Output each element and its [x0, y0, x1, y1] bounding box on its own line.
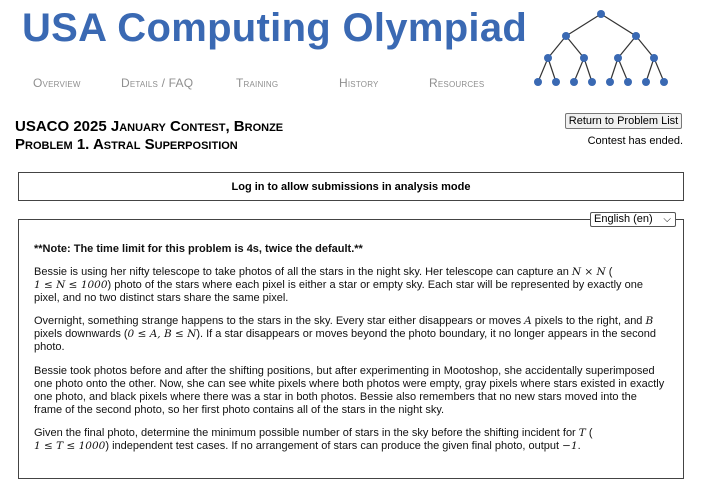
contest-status: Contest has ended. [587, 135, 683, 147]
site-title: USA Computing Olympiad [22, 6, 528, 50]
p4-text-a: Given the final photo, determine the minimum possible number of stars in the sky before the shifting incident for [34, 427, 579, 439]
main-nav [0, 76, 520, 92]
chevron-down-icon: ⌵ [663, 214, 671, 225]
p1-text-c: ) photo of the stars where each pixel is either a star or empty sky. Each star will be represented by exactly one pixel, and no two distinct stars share the same pixel. [34, 279, 643, 304]
p2-math-a: A [524, 315, 532, 327]
nav-training[interactable]: Training [236, 76, 279, 90]
p2-math-range: 0 ≤ A, B ≤ N [127, 328, 197, 340]
p4-text-d: . [577, 440, 581, 452]
nav-details-faq[interactable]: Details / FAQ [121, 76, 194, 90]
p2-text-b: pixels to the right, and [531, 315, 646, 327]
contest-title: USACO 2025 January Contest, Bronze [15, 118, 284, 135]
login-notice-text: Log in to allow submissions in analysis mode [231, 181, 471, 193]
p4-text-c: ) independent test cases. If no arrangement of stars can produce the given final photo, output [105, 440, 563, 452]
p1-text-a: Bessie is using her nifty telescope to take photos of all the stars in the night sky. Her telescope can capture an [34, 266, 572, 278]
tree-logo-icon [526, 4, 676, 92]
nav-resources[interactable]: Resources [429, 76, 485, 90]
language-selected-value: English (en) [594, 213, 653, 225]
p2-text-d: ). If a star disappears or moves beyond the photo boundary, it no longer appears in the second photo. [34, 328, 656, 353]
p1-math-range: 1 ≤ N ≤ 1000 [34, 279, 108, 291]
p2-math-b: B [645, 315, 654, 327]
statement-paragraph-2 [34, 315, 666, 354]
p4-math-range: 1 ≤ T ≤ 1000 [34, 440, 106, 452]
p1-text-b: ( [605, 266, 613, 278]
nav-overview[interactable]: Overview [33, 76, 81, 90]
p4-math-t: T [578, 427, 586, 439]
problem-title: Problem 1. Astral Superposition [15, 136, 238, 153]
statement-paragraph-3: Bessie took photos before and after the shifting positions, but after experimenting in Mootoshop, she accidentally superimposed one photo onto the other. Now, she can see white pixels where both photos were empty, gray pixels where stars existed in exactly one photo, and black pixels where there was a star in both photos. Bessie also remembers that no new stars moved into the frame of the second photo, so her first photo contains all of the stars in the night sky. [34, 365, 665, 416]
p4-text-b: ( [585, 427, 593, 439]
language-select[interactable] [590, 212, 676, 227]
p2-text-c: pixels downwards ( [34, 328, 128, 340]
statement-paragraph-4 [34, 427, 666, 453]
p2-text-a: Overnight, something strange happens to the stars in the sky. Every star either disappears or moves [34, 315, 525, 327]
nav-history[interactable]: History [339, 76, 379, 90]
statement-paragraph-1 [34, 266, 666, 305]
p4-math-neg-one: −1 [562, 440, 578, 452]
login-notice [18, 172, 684, 201]
p1-math-nxn: N × N [571, 266, 606, 278]
return-to-problem-list-button[interactable]: Return to Problem List [565, 113, 682, 129]
time-limit-note: **Note: The time limit for this problem is 4s, twice the default.** [34, 243, 363, 255]
